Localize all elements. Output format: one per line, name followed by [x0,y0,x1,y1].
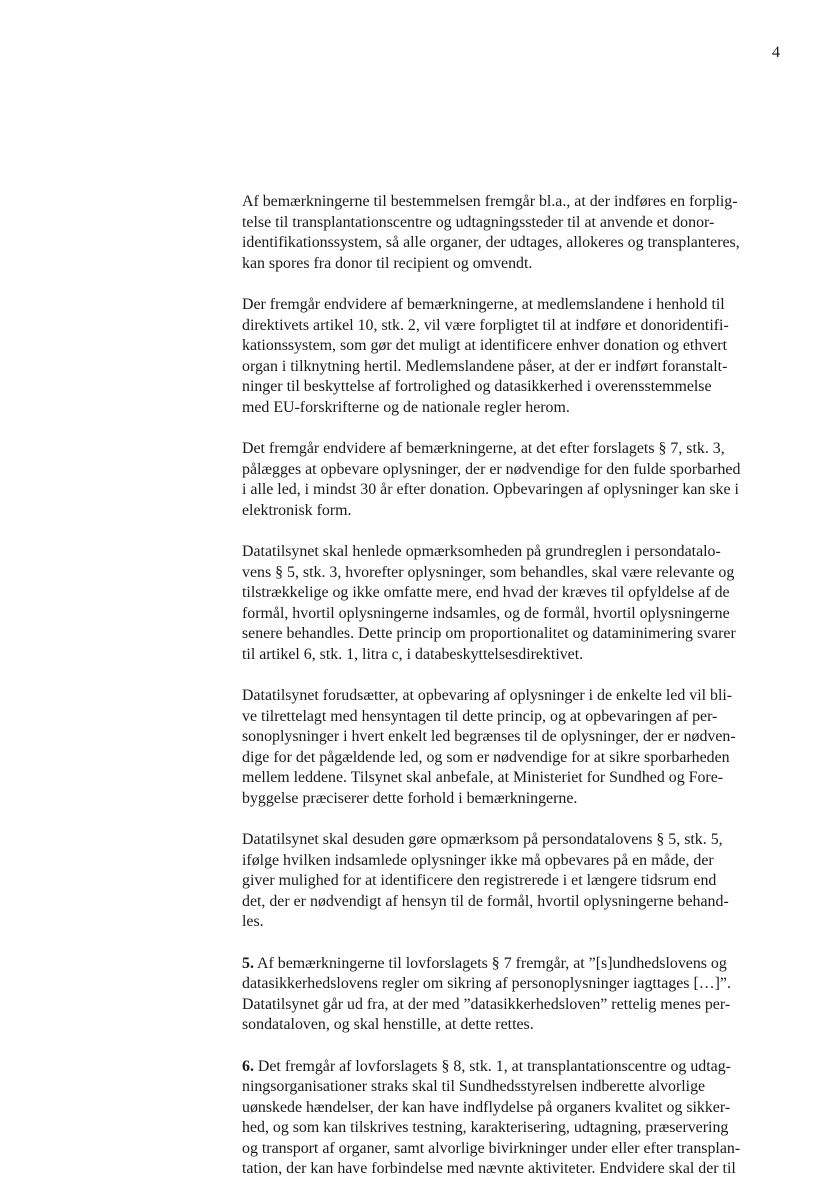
text-line: sonoplysninger i hvert enkelt led begrænses til de oplysninger, der er nødven- [242,728,736,745]
text-line: Datatilsynet forudsætter, at opbevaring af oplysninger i de enkelte led vil bli- [242,687,733,704]
text-line: identifikationssystem, så alle organer, der udtages, allokeres og transplanteres, [242,234,740,251]
text-line: direktivets artikel 10, stk. 2, vil være forpligtet til at indføre et donoridentifi- [242,316,729,334]
paragraph-retention [242,830,771,933]
text-line: kationssystem, som gør det muligt at identificere enhver donation og ethvert [242,337,727,354]
text-line: datasikkerhedslovens regler om sikring af personoplysninger iagttages […]”. [242,975,731,992]
paragraph-member-states [242,295,771,418]
text-line: senere behandles. Dette princip om proportionalitet og dataminimering svarer [242,625,736,642]
text-line: giver mulighed for at identificere den registrerede i et længere tidsrum end [242,872,717,889]
text-line: pålægges at opbevare oplysninger, der er nødvendige for den fulde sporbarhed [242,460,741,478]
text-line: organ i tilknytning hertil. Medlemslandene påser, at der er indført foranstalt- [242,357,728,375]
document-body [242,192,771,1201]
text-line: til artikel 6, stk. 1, litra c, i databeskyttelsesdirektivet. [242,645,584,663]
text-line: ve tilrettelagt med hensyntagen til dette princip, og at opbevaringen af per- [242,707,718,725]
text-line: hed, og som kan tilskrives testning, karakterisering, udtagning, præservering [242,1119,729,1136]
paragraph-storage-period [242,439,771,521]
text-line: ninger til beskyttelse af fortrolighed og datasikkerhed i overensstemmelse [242,378,712,395]
text-line: Af bemærkningerne til bestemmelsen fremgår bl.a., at der indføres en forplig- [242,193,738,210]
section-number: 5. [242,954,254,972]
text-line: Datatilsynet skal desuden gøre opmærksom på persondatalovens § 5, stk. 5, [242,831,723,848]
text-line [242,1057,771,1078]
text-line: tilstrækkelige og ikke omfatte mere, end hvad der kræves til opfyldelse af de [242,584,730,601]
paragraph-basic-rule [242,542,771,665]
text-line: byggelse præciserer dette forhold i bemærkningerne. [242,789,578,807]
paragraph-proportionality [242,686,771,809]
text-line: med EU-forskrifterne og de nationale regler herom. [242,398,570,416]
text-line: tation, der kan have forbindelse med nævnte aktiviteter. Endvidere skal der til [242,1160,736,1177]
text-line [242,954,771,975]
text-line: uønskede hændelser, der kan have indflydelse på organers kvalitet og sikker- [242,1098,731,1116]
paragraph-section-5 [242,954,771,1036]
text-line: det, der er nødvendigt af hensyn til de formål, hvortil oplysningerne behand- [242,892,729,910]
text-line: og transport af organer, samt alvorlige bivirkninger under eller efter transplan- [242,1139,741,1157]
text-line: mellem leddene. Tilsynet skal anbefale, at Ministeriet for Sundhed og Fore- [242,769,724,786]
paragraph-section-6 [242,1057,771,1180]
text-line: ifølge hvilken indsamlede oplysninger ikke må opbevares på en måde, der [242,851,714,869]
text-line: kan spores fra donor til recipient og omvendt. [242,254,533,272]
text-line: ningsorganisationer straks skal til Sundhedsstyrelsen indberette alvorlige [242,1078,706,1095]
text-line: les. [242,913,264,930]
text-line: formål, hvortil oplysningerne indsamles, og de formål, hvortil oplysningerne [242,604,730,622]
text-line: sondataloven, og skal henstille, at dette rettes. [242,1016,534,1033]
text-line: telse til transplantationscentre og udtagningssteder til at anvende et donor- [242,213,715,231]
section-number: 6. [242,1057,254,1075]
text-run: Det fremgår af lovforslagets § 8, stk. 1, at transplantationscentre og udtag- [257,1057,731,1075]
text-line: Det fremgår endvidere af bemærkningerne, at det efter forslagets § 7, stk. 3, [242,440,725,457]
paragraph-donor-identification [242,192,771,274]
text-run: Af bemærkningerne til lovforslagets § 7 fremgår, at ”[s]undhedslovens og [257,954,727,972]
text-line: vens § 5, stk. 3, hvorefter oplysninger, som behandles, skal være relevante og [242,563,735,581]
text-line: dige for det pågældende led, og som er nødvendige for at sikre sporbarheden [242,748,730,766]
text-line: Der fremgår endvidere af bemærkningerne, at medlemslandene i henhold til [242,296,725,313]
page-number: 4 [772,44,780,61]
text-line: Datatilsynet går ud fra, at der med ”datasikkerhedsloven” rettelig menes per- [242,995,731,1013]
text-line: elektronisk form. [242,501,352,519]
text-line: i alle led, i mindst 30 år efter donation. Opbevaringen af oplysninger kan ske i [242,481,739,498]
text-line: Datatilsynet skal henlede opmærksomheden på grundreglen i persondatalo- [242,543,721,560]
